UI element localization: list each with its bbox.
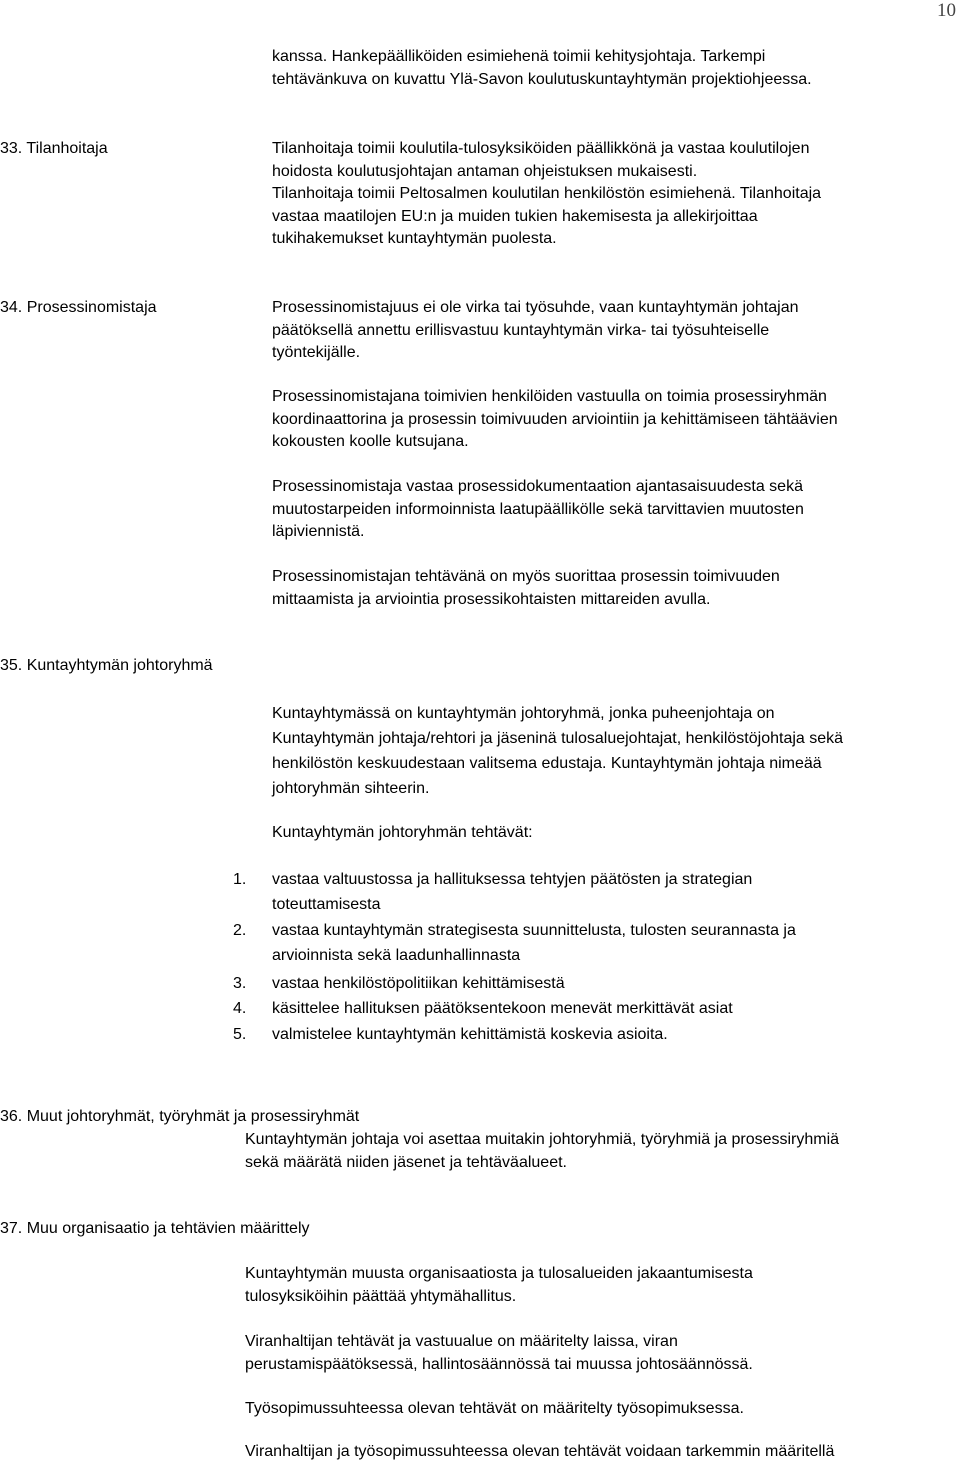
text-line: Työsopimussuhteessa olevan tehtävät on määritelty työsopimuksessa. [245,1400,744,1417]
section-37-heading: 37. Muu organisaatio ja tehtävien määrittely [0,1220,310,1237]
text-line: kokousten koolle kutsujana. [272,433,469,450]
section-37-paragraph-1 [245,1263,753,1308]
list-number: 5. [233,1026,247,1043]
list-text [272,996,733,1021]
section-37-paragraph-4 [245,1441,834,1464]
section-33-body [272,138,821,251]
text-line: käsittelee hallituksen päätöksentekoon menevät merkittävät asiat [272,1000,733,1017]
page-number: 10 [937,0,956,21]
text-line: Viranhaltijan ja työsopimussuhteessa olevan tehtävät voidaan tarkemmin määritellä [245,1443,835,1460]
list-number: 4. [233,1000,247,1017]
text-line: päätöksellä annettu erillisvastuu kuntayhtymän virka- tai työsuhteiselle [272,321,770,339]
list-number: 1. [233,871,247,888]
text-line: Prosessinomistaja vastaa prosessidokumentaation ajantasaisuudesta sekä [272,478,803,495]
text-line: vastaa maatilojen EU:n ja muiden tukien hakemisesta ja allekirjoittaa [272,207,758,225]
text-line: koordinaattorina ja prosessin toimivuuden arviointiin ja kehittämiseen tähtäävien [272,410,838,428]
text-line: Tilanhoitaja toimii Peltosalmen koulutilan henkilöstön esimiehenä. Tilanhoitaja [272,185,822,202]
text-line: Prosessinomistajan tehtävänä on myös suorittaa prosessin toimivuuden [272,568,780,585]
text-line: Prosessinomistajuus ei ole virka tai työsuhde, vaan kuntayhtymän johtajan [272,299,799,316]
text-line: tehtävänkuva on kuvattu Ylä-Savon koulutuskuntayhtymän projektiohjeessa. [272,70,812,88]
section-37-paragraph-3 [245,1398,744,1421]
text-line: Tilanhoitaja toimii koulutila-tulosyksiköiden päällikkönä ja vastaa koulutilojen [272,140,810,157]
text-line: läpiviennistä. [272,523,365,540]
text-line: Kuntayhtymän muusta organisaatiosta ja tulosalueiden jakaantumisesta [245,1265,753,1282]
section-34-paragraph-2 [272,386,838,454]
section-34-paragraph-3 [272,476,804,544]
text-line: Viranhaltijan tehtävät ja vastuualue on määritelty laissa, viran [245,1333,678,1350]
section-35-tasks-label: Kuntayhtymän johtoryhmän tehtävät: [272,824,533,841]
section-34-paragraph-4 [272,566,780,611]
text-line: hoidosta koulutusjohtajan antaman ohjeistuksen mukaisesti. [272,162,698,180]
section-33-heading: 33. Tilanhoitaja [0,140,108,157]
list-text [272,1022,668,1047]
text-line: muutostarpeiden informoinnista laatupäällikölle sekä tarvittavien muutosten [272,500,804,518]
section-36-body [245,1129,839,1174]
section-35-paragraph-1 [272,701,843,801]
intro-paragraph [272,46,812,91]
text-line: mittaamista ja arviointia prosessikohtaisten mittareiden avulla. [272,590,711,608]
text-line: sekä määrätä niiden jäsenet ja tehtäväalueet. [245,1153,567,1171]
text-line: perustamispäätöksessä, hallintosäännössä tai muussa johtosäännössä. [245,1355,753,1373]
list-text [272,867,752,917]
text-line: tukihakemukset kuntayhtymän puolesta. [272,230,557,247]
list-number: 2. [233,922,247,939]
section-36-heading: 36. Muut johtoryhmät, työryhmät ja prosessiryhmät [0,1108,360,1125]
text-line: toteuttamisesta [272,896,381,913]
list-number: 3. [233,975,247,992]
section-34-heading: 34. Prosessinomistaja [0,299,157,316]
list-text [272,918,796,968]
list-text [272,971,565,996]
section-37-paragraph-2 [245,1331,753,1376]
text-line: vastaa kuntayhtymän strategisesta suunnittelusta, tulosten seurannasta ja [272,922,796,939]
section-34-paragraph-1 [272,297,799,365]
text-line: valmistelee kuntayhtymän kehittämistä koskevia asioita. [272,1026,668,1043]
section-35-heading: 35. Kuntayhtymän johtoryhmä [0,657,213,674]
text-line: vastaa henkilöstöpolitiikan kehittämisestä [272,975,565,992]
text-line: Kuntayhtymän johtaja voi asettaa muitakin johtoryhmiä, työryhmiä ja prosessiryhmiä [245,1131,840,1148]
text-line: Kuntayhtymässä on kuntayhtymän johtoryhmä, jonka puheenjohtaja on [272,705,775,722]
text-line: Prosessinomistajana toimivien henkilöiden vastuulla on toimia prosessiryhmän [272,388,827,405]
text-line: kanssa. Hankepäälliköiden esimiehenä toimii kehitysjohtaja. Tarkempi [272,48,766,65]
text-line: arvioinnista sekä laadunhallinnasta [272,947,521,964]
text-line: vastaa valtuustossa ja hallituksessa tehtyjen päätösten ja strategian [272,871,753,888]
text-line: Kuntayhtymän johtaja/rehtori ja jäseninä tulosaluejohtajat, henkilöstöjohtaja sekä [272,730,844,747]
text-line: henkilöstön keskuudestaan valitsema edustaja. Kuntayhtymän johtaja nimeää [272,755,822,772]
text-line: työntekijälle. [272,344,361,361]
text-line: tulosyksiköihin päättää yhtymähallitus. [245,1287,517,1305]
text-line: johtoryhmän sihteerin. [272,780,430,797]
